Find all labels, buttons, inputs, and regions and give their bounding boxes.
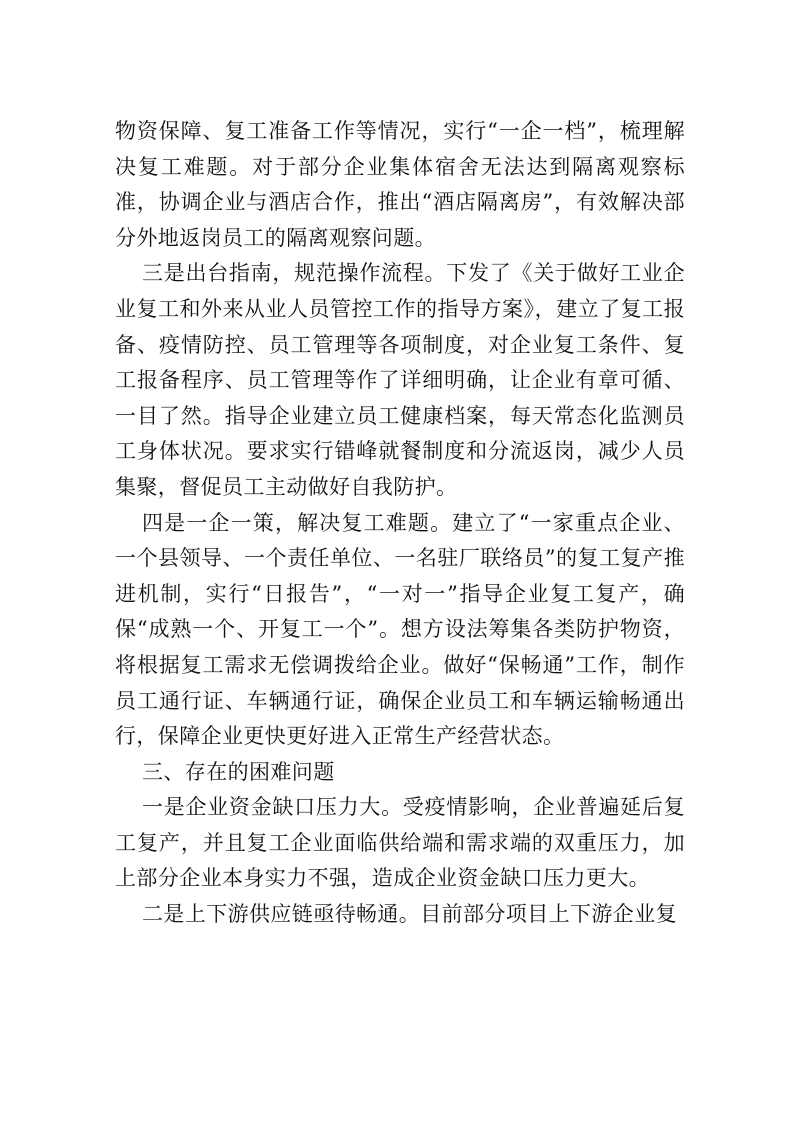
paragraph-continuation: 物资保障、复工准备工作等情况，实行“一企一档”，梳理解决复工难题。对于部分企业集体宿舍无法达到隔离观察标准，协调企业与酒店合作，推出“酒店隔离房”，有效解决部分外地返岗员工的隔离观察问题。 bbox=[115, 119, 685, 250]
paragraph-guidelines: 三是出台指南，规范操作流程。下发了《关于做好工业企业复工和外来从业人员管控工作的指导方案》，建立了复工报备、疫情防控、员工管理等各项制度，对企业复工条件、复工报备程序、员工管理等作了详细明确，让企业有章可循、一目了然。指导企业建立员工健康档案，每天常态化监测员工身体状况。要求实行错峰就餐制度和分流返岗，减少人员集聚，督促员工主动做好自我防护。 bbox=[115, 261, 685, 499]
paragraph-funding-gap: 一是企业资金缺口压力大。受疫情影响，企业普遍延后复工复产，并且复工企业面临供给端和需求端的双重压力，加上部分企业本身实力不强，造成企业资金缺口压力更大。 bbox=[115, 795, 685, 891]
paragraph-supply-chain: 二是上下游供应链亟待畅通。目前部分项目上下游企业复 bbox=[142, 902, 677, 927]
paragraph-one-enterprise-one-policy: 四是一企一策，解决复工难题。建立了“一家重点企业、一个县领导、一个责任单位、一名驻厂联络员”的复工复产推进机制，实行“日报告”，“一对一”指导企业复工复产，确保“成熟一个、开复工一个”。想方设法筹集各类防护物资，将根据复工需求无偿调拨给企业。做好“保畅通”工作，制作员工通行证、车辆通行证，确保企业员工和车辆运输畅通出行，保障企业更快更好进入正常生产经营状态。 bbox=[115, 510, 685, 749]
document-body bbox=[115, 114, 685, 933]
section-heading-difficulties: 三、存在的困难问题 bbox=[142, 759, 335, 784]
